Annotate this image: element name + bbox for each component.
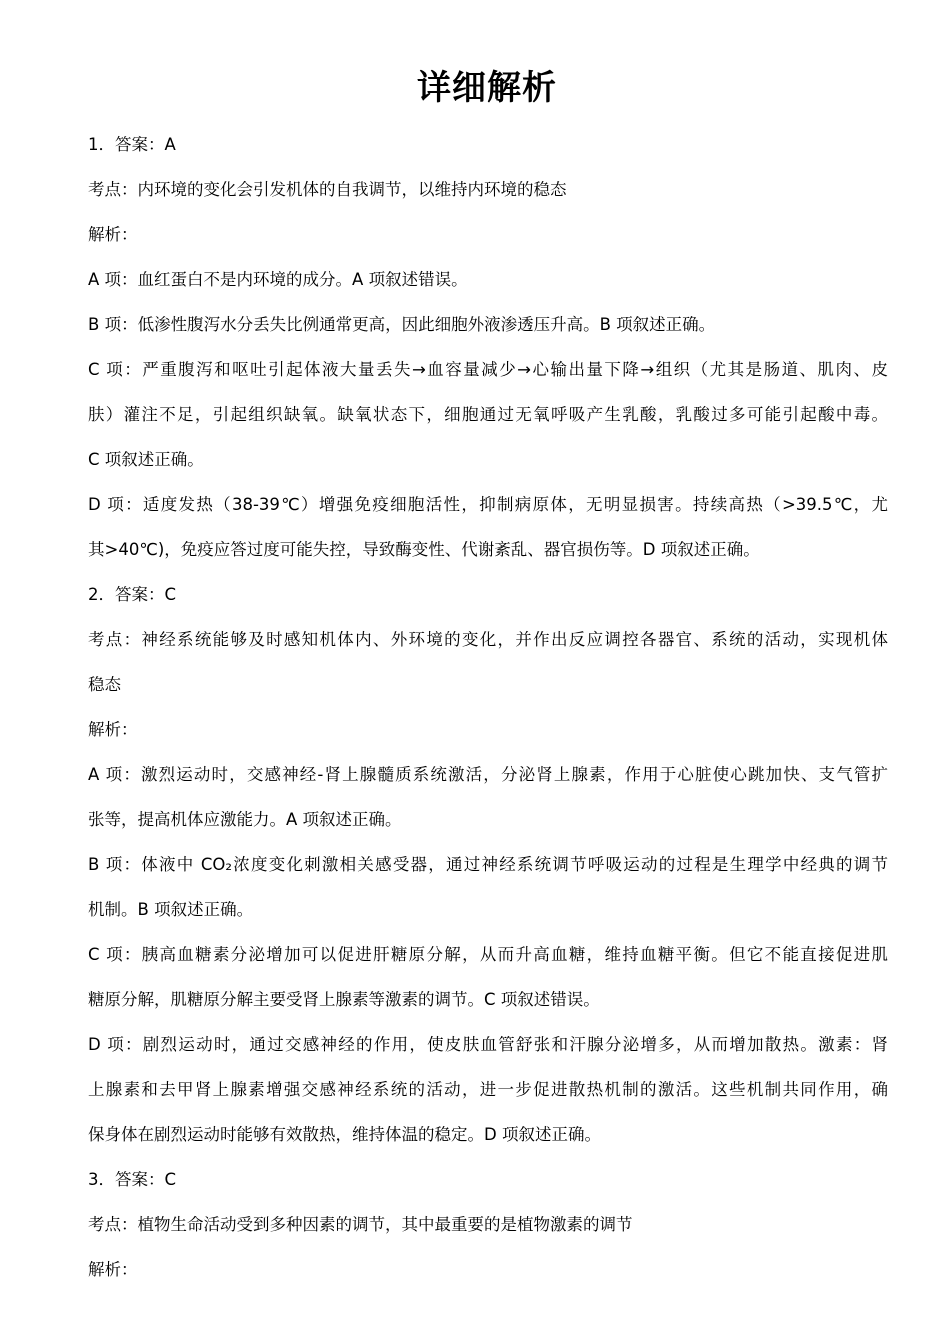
answer-heading-1: 1．答案：A (88, 135, 176, 154)
option-line: A 项：血红蛋白不是内环境的成分。A 项叙述错误。 (88, 270, 468, 289)
option-line: 保身体在剧烈运动时能够有效散热，维持体温的稳定。D 项叙述正确。 (88, 1125, 601, 1144)
option-line: A 项：激烈运动时，交感神经-肾上腺髓质系统激活，分泌肾上腺素，作用于心脏使心跳加快、支气管扩 (88, 765, 888, 784)
analysis-label: 解析： (88, 1260, 138, 1279)
option-line: D 项：适度发热（38-39℃）增强免疫细胞活性，抑制病原体，无明显损害。持续高热（>39.5℃，尤 (88, 495, 888, 514)
option-line: B 项：低渗性腹泻水分丢失比例通常更高，因此细胞外液渗透压升高。B 项叙述正确。 (88, 315, 716, 334)
option-line: 糖原分解，肌糖原分解主要受肾上腺素等激素的调节。C 项叙述错误。 (88, 990, 600, 1009)
topic-line: 考点：神经系统能够及时感知机体内、外环境的变化，并作出反应调控各器官、系统的活动，实现机体 (88, 630, 888, 649)
analysis-label: 解析： (88, 225, 138, 244)
option-line: B 项：体液中 CO₂浓度变化刺激相关感受器，通过神经系统调节呼吸运动的过程是生理学中经典的调节 (88, 855, 888, 874)
answer-heading-2: 2．答案：C (88, 585, 177, 604)
option-line: 上腺素和去甲肾上腺素增强交感神经系统的活动，进一步促进散热机制的激活。这些机制共同作用，确 (88, 1080, 888, 1099)
topic-line: 考点：内环境的变化会引发机体的自我调节，以维持内环境的稳态 (88, 180, 567, 199)
option-line: C 项：严重腹泻和呕吐引起体液大量丢失→血容量减少→心输出量下降→组织（尤其是肠道、肌肉、皮 (88, 360, 888, 379)
answer-heading-3: 3．答案：C (88, 1170, 177, 1189)
option-line: 其>40℃)，免疫应答过度可能失控，导致酶变性、代谢紊乱、器官损伤等。D 项叙述正确。 (88, 540, 760, 559)
option-line: 张等，提高机体应激能力。A 项叙述正确。 (88, 810, 402, 829)
option-line: D 项：剧烈运动时，通过交感神经的作用，使皮肤血管舒张和汗腺分泌增多，从而增加散热。激素：肾 (88, 1035, 888, 1054)
analysis-content (88, 122, 888, 1292)
option-line: 肤）灌注不足，引起组织缺氧。缺氧状态下，细胞通过无氧呼吸产生乳酸，乳酸过多可能引起酸中毒。 (88, 405, 888, 424)
topic-line: 考点：植物生命活动受到多种因素的调节，其中最重要的是植物激素的调节 (88, 1215, 633, 1234)
option-line: C 项：胰高血糖素分泌增加可以促进肝糖原分解，从而升高血糖，维持血糖平衡。但它不能直接促进肌 (88, 945, 888, 964)
topic-line: 稳态 (88, 675, 121, 694)
page-title: 详细解析 (417, 68, 557, 108)
option-line: C 项叙述正确。 (88, 450, 204, 469)
option-line: 机制。B 项叙述正确。 (88, 900, 254, 919)
analysis-label: 解析： (88, 720, 138, 739)
